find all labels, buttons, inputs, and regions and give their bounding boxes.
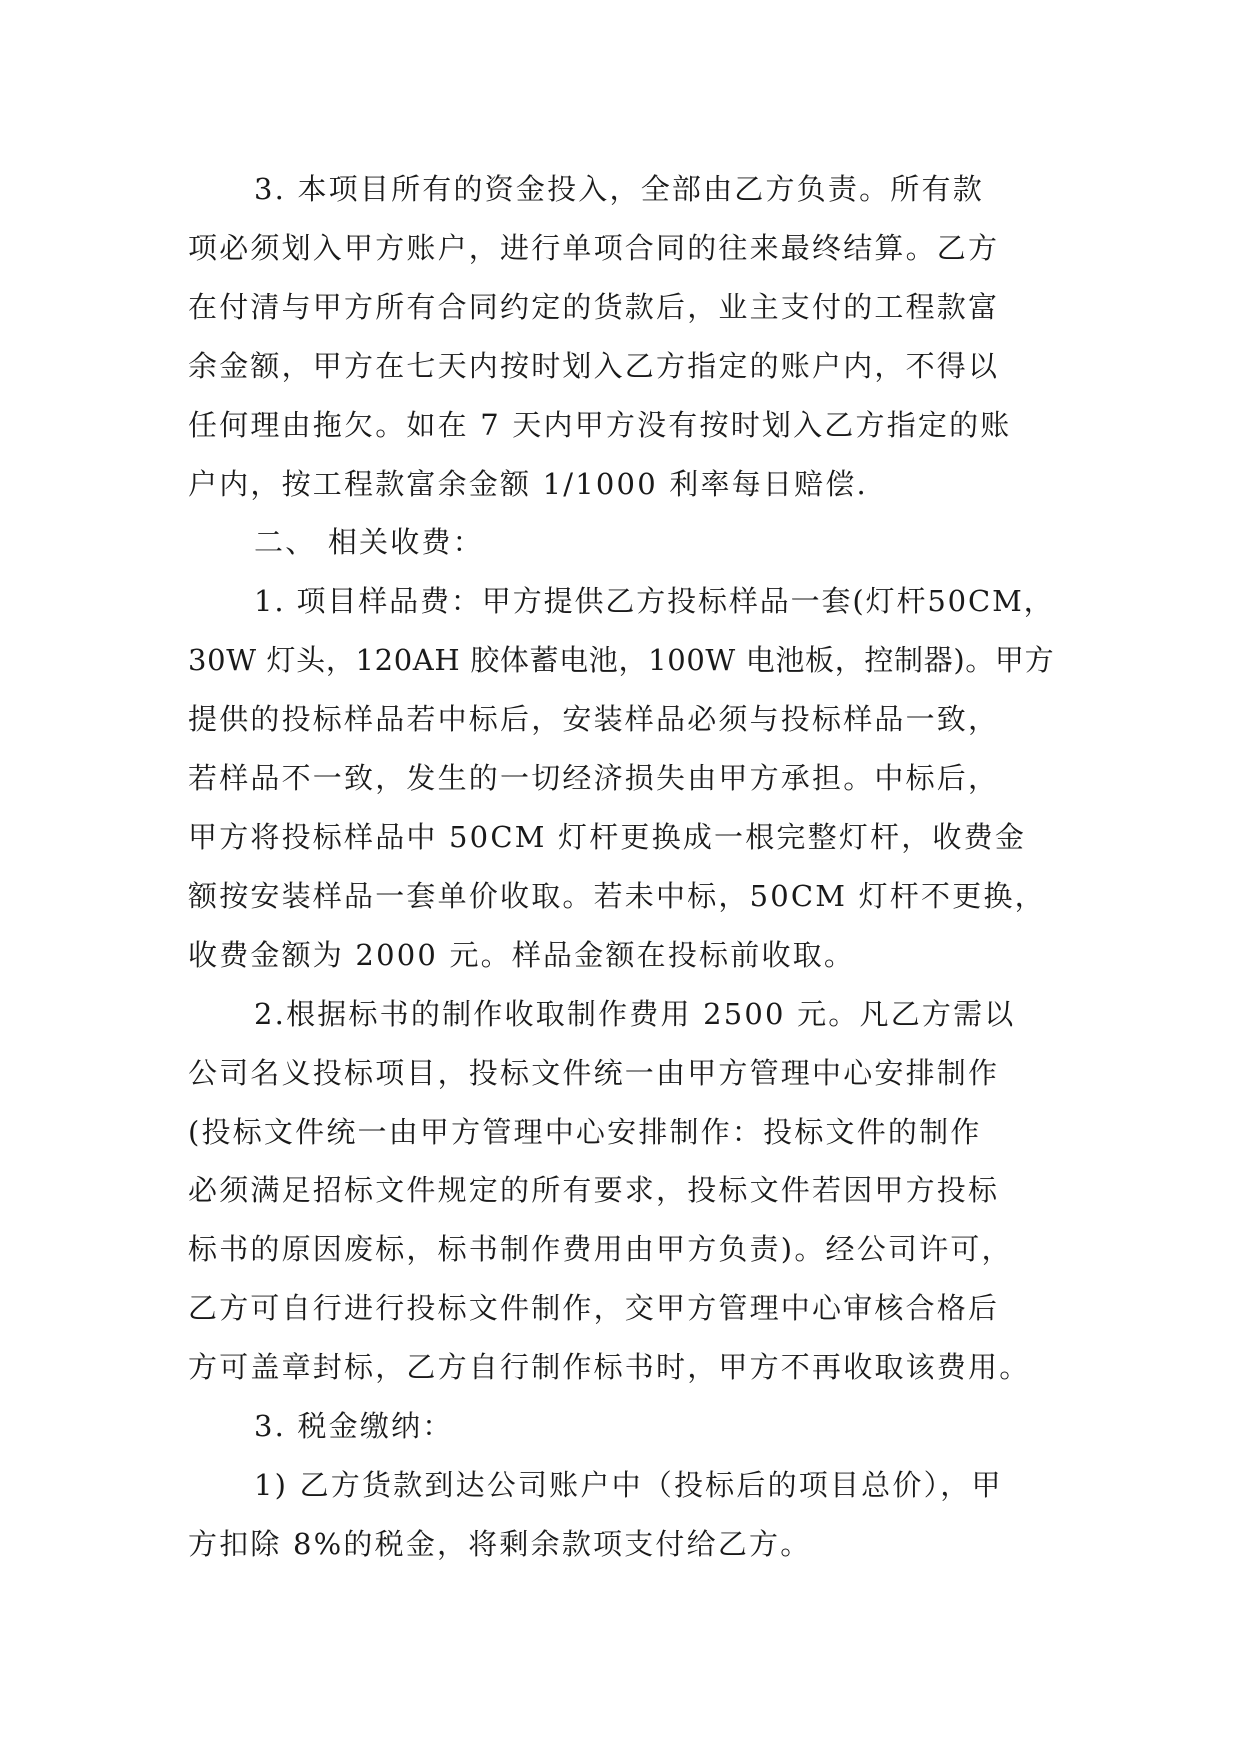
text-line: 30W 灯头，120AH 胶体蓄电池，100W 电池板，控制器)。甲方 bbox=[188, 643, 1055, 678]
text-line: 收费金额为 2000 元。样品金额在投标前收取。 bbox=[188, 937, 856, 972]
paragraph-funding bbox=[188, 160, 1056, 513]
document-body bbox=[188, 160, 1056, 1574]
text-line: 若样品不一致，发生的一切经济损失由甲方承担。中标后， bbox=[188, 761, 1000, 796]
text-line: 标书的原因废标，标书制作费用由甲方负责)。经公司许可， bbox=[188, 1232, 1013, 1267]
paragraph-tender-fee bbox=[188, 985, 1056, 1397]
text-line: 必须满足招标文件规定的所有要求，投标文件若因甲方投标 bbox=[188, 1173, 1000, 1208]
section-heading: 3. 税金缴纳： bbox=[254, 1409, 454, 1444]
section-heading: 二、 相关收费： bbox=[254, 525, 484, 560]
text-line: 额按安装样品一套单价收取。若未中标，50CM 灯杆不更换， bbox=[188, 878, 1046, 913]
text-line: 方扣除 8%的税金，将剩余款项支付给乙方。 bbox=[188, 1526, 812, 1561]
text-line: 乙方可自行进行投标文件制作，交甲方管理中心审核合格后 bbox=[188, 1291, 1000, 1326]
text-line: 3. 本项目所有的资金投入，全部由乙方负责。所有款 bbox=[254, 172, 984, 206]
text-line: 1. 项目样品费：甲方提供乙方投标样品一套(灯杆50CM， bbox=[254, 584, 1055, 619]
section-heading-tax bbox=[188, 1397, 1056, 1456]
text-line: 任何理由拖欠。如在 7 天内甲方没有按时划入乙方指定的账 bbox=[188, 407, 1012, 442]
paragraph-tax bbox=[188, 1456, 1056, 1574]
text-line: 方可盖章封标，乙方自行制作标书时，甲方不再收取该费用。 bbox=[188, 1350, 1031, 1385]
text-line: 项必须划入甲方账户，进行单项合同的往来最终结算。乙方 bbox=[188, 230, 1000, 265]
text-line: (投标文件统一由甲方管理中心安排制作：投标文件的制作 bbox=[188, 1114, 982, 1149]
text-line: 2.根据标书的制作收取制作费用 2500 元。凡乙方需以 bbox=[254, 996, 1016, 1031]
text-line: 在付清与甲方所有合同约定的货款后，业主支付的工程款富 bbox=[188, 289, 1000, 324]
text-line: 甲方将投标样品中 50CM 灯杆更换成一根完整灯杆，收费金 bbox=[188, 819, 1027, 854]
text-line: 户内，按工程款富余金额 1/1000 利率每日赔偿. bbox=[188, 466, 868, 501]
text-line: 公司名义投标项目，投标文件统一由甲方管理中心安排制作 bbox=[188, 1055, 1000, 1090]
text-line: 余金额，甲方在七天内按时划入乙方指定的账户内，不得以 bbox=[188, 348, 1000, 383]
paragraph-sample-fee bbox=[188, 572, 1056, 984]
section-heading-fees bbox=[188, 513, 1056, 572]
text-line: 提供的投标样品若中标后，安装样品必须与投标样品一致， bbox=[188, 702, 1000, 737]
text-line: 1) 乙方货款到达公司账户中（投标后的项目总价），甲 bbox=[254, 1467, 1003, 1502]
